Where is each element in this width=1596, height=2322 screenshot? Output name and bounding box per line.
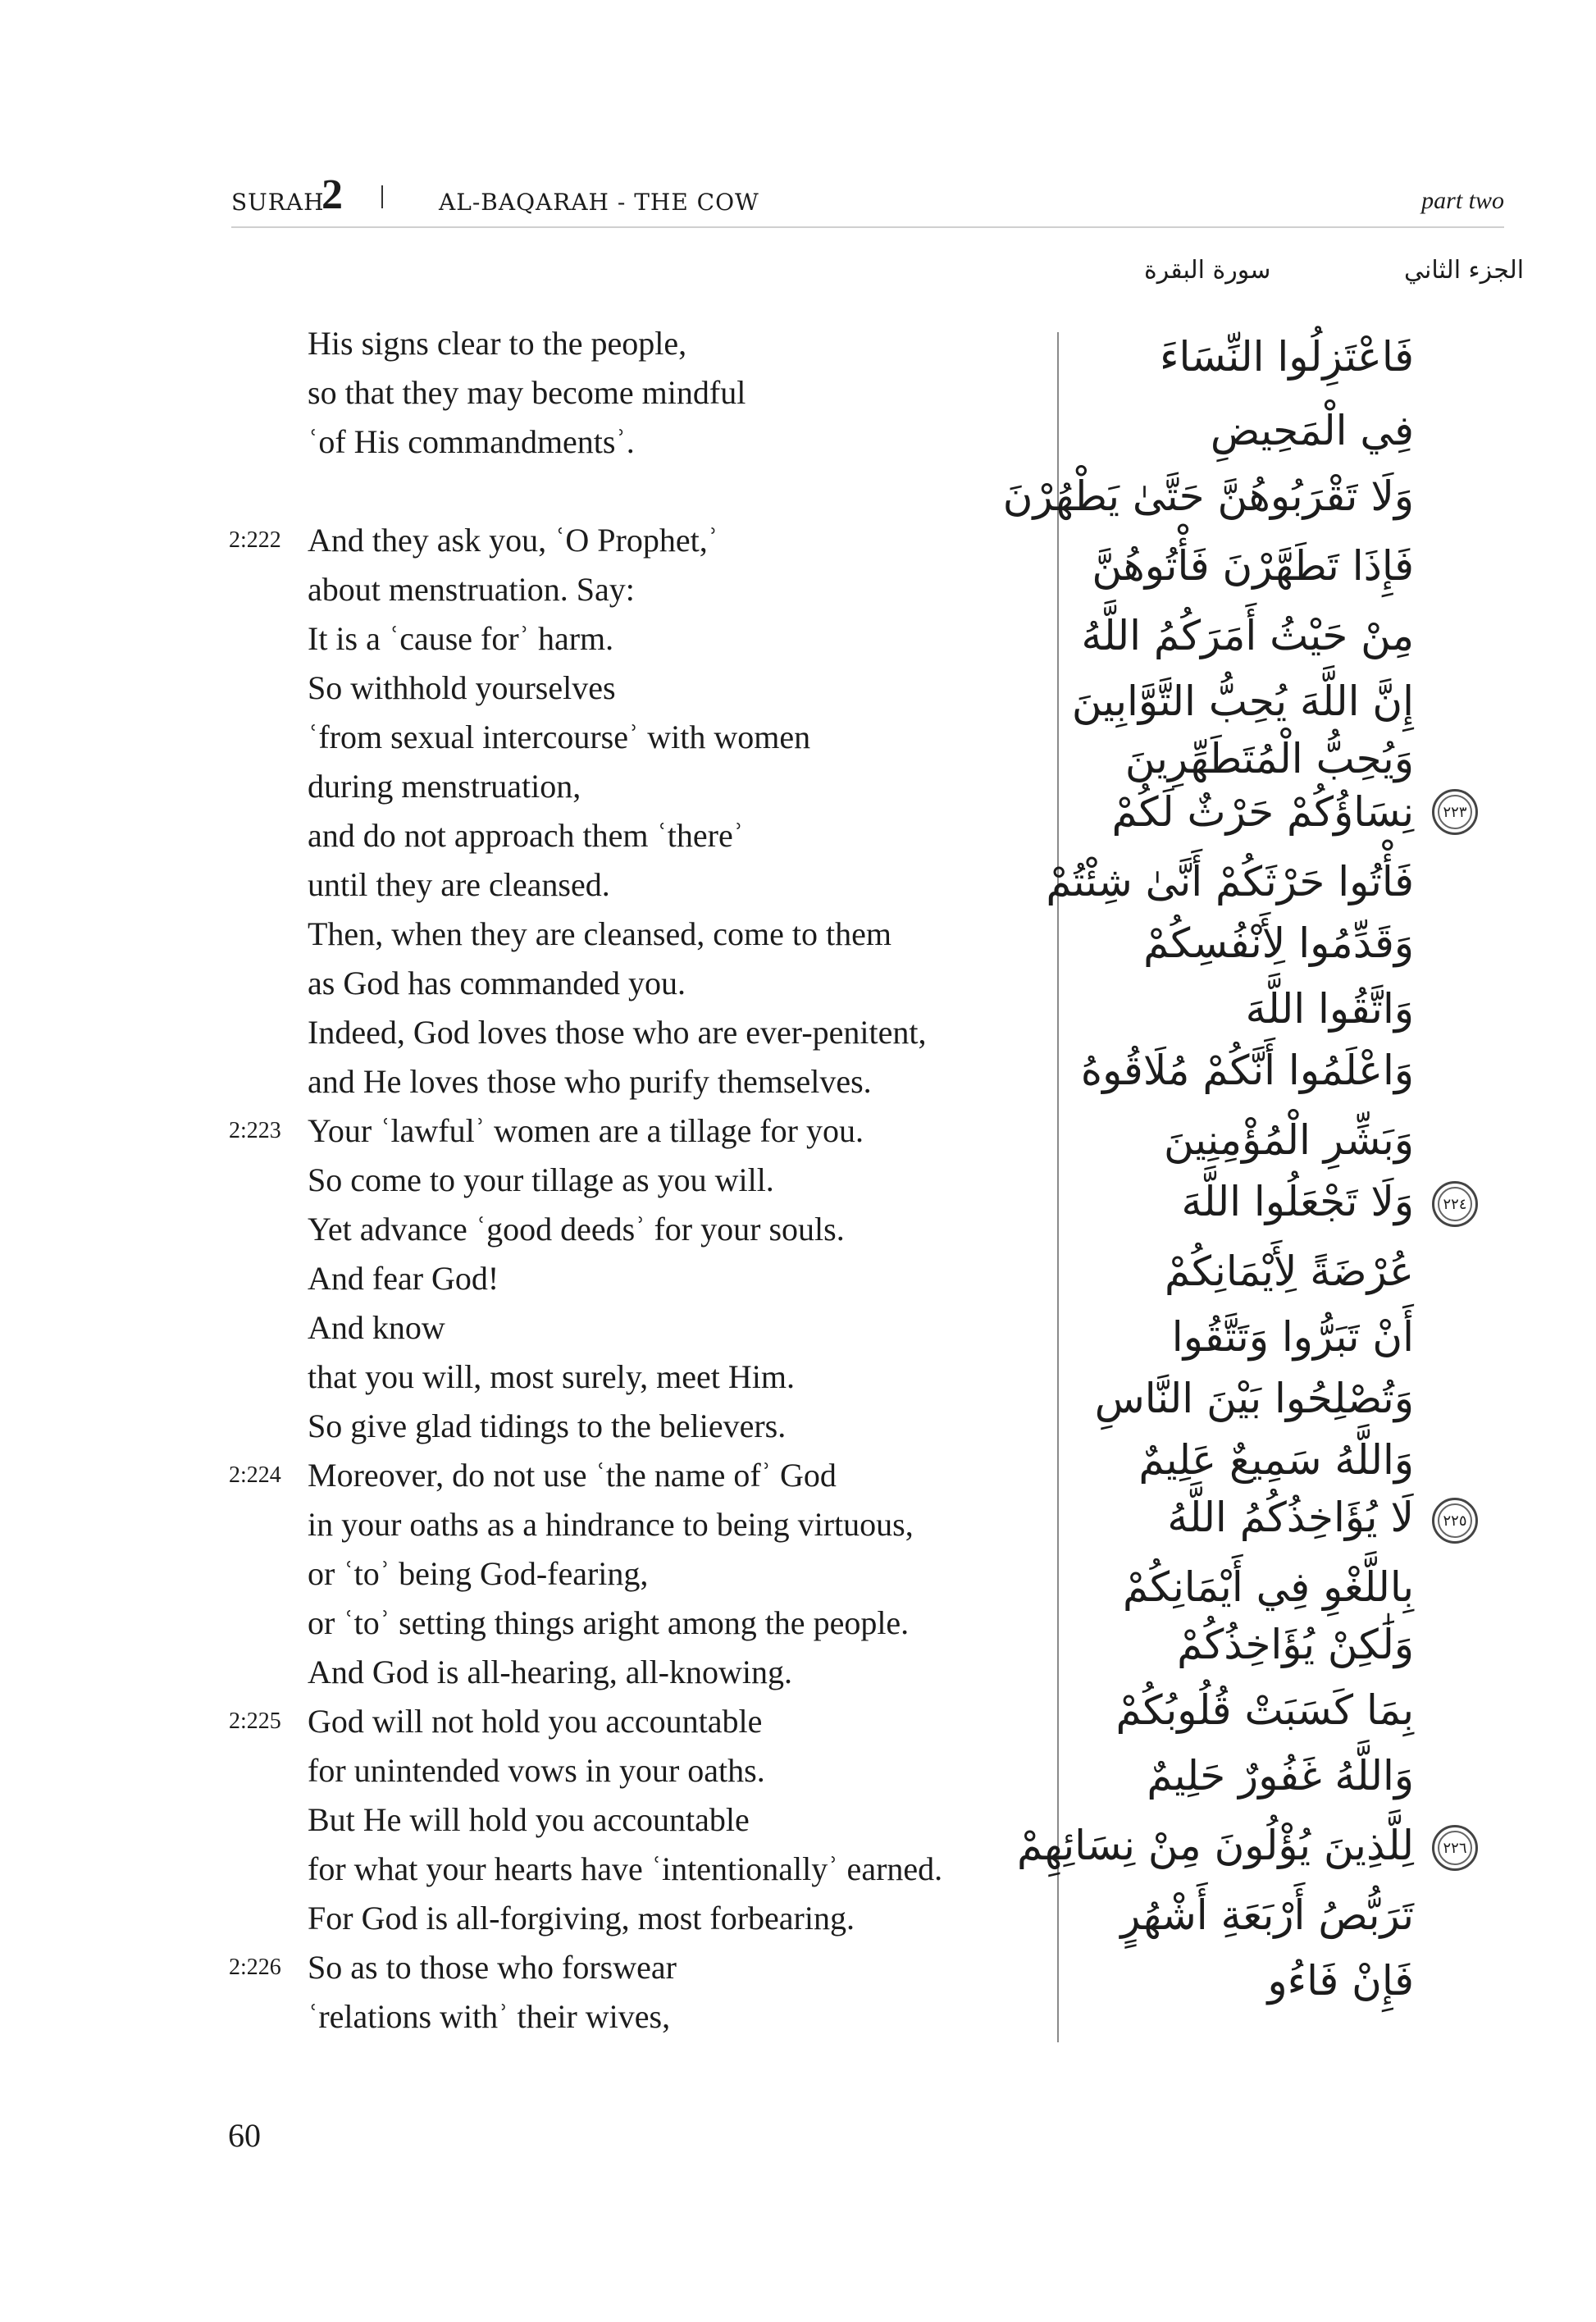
english-line: God will not hold you accountable: [308, 1703, 763, 1740]
arabic-line: وَقَدِّمُوا لِأَنْفُسِكُمْ: [1143, 919, 1414, 967]
surah-name: AL-BAQARAH - THE COW: [439, 189, 759, 216]
verse-number: 2:223: [229, 1118, 281, 1143]
english-line: during menstruation,: [308, 768, 581, 805]
arabic-line: فَأْتُوا حَرْثَكُمْ أَنَّىٰ شِئْتُمْ: [1046, 858, 1414, 906]
arabic-line: لِلَّذِينَ يُؤْلُونَ مِنْ نِسَائِهِمْ: [1016, 1822, 1414, 1869]
arabic-line: فِي الْمَحِيضِ: [1210, 407, 1414, 454]
surah-label: SURAH: [231, 189, 325, 216]
arabic-line: تَرَبُّصُ أَرْبَعَةِ أَشْهُرٍ: [1120, 1891, 1414, 1939]
english-line: And fear God!: [308, 1260, 499, 1297]
arabic-surah-label: سورة البقرة: [1144, 256, 1271, 285]
english-line: Then, when they are cleansed, come to them: [308, 915, 891, 952]
arabic-line: أَنْ تَبَرُّوا وَتَتَّقُوا: [1171, 1313, 1414, 1361]
arabic-line: إِنَّ اللَّهَ يُحِبُّ التَّوَّابِينَ: [1071, 677, 1414, 725]
column-divider: [1057, 332, 1059, 2042]
ayah-marker: ٢٢٥: [1432, 1498, 1478, 1544]
english-line: ʿfrom sexual intercourseʾ with women: [308, 718, 811, 755]
arabic-line: وَلَا تَجْعَلُوا اللَّهَ: [1181, 1178, 1414, 1225]
arabic-line: لَا يُؤَاخِذُكُمُ اللَّهُ: [1167, 1494, 1414, 1541]
english-line: Indeed, God loves those who are ever-penitent,: [308, 1014, 927, 1051]
arabic-line: وَاللَّهُ غَفُورٌ حَلِيمٌ: [1147, 1752, 1414, 1800]
arabic-line: بِاللَّغْوِ فِي أَيْمَانِكُمْ: [1122, 1563, 1414, 1611]
part-label: part two: [1421, 187, 1504, 214]
english-line: for what your hearts have ʿintentionallyʾ earned.: [308, 1850, 943, 1887]
english-line: So as to those who forswear: [308, 1949, 677, 1986]
english-line: It is a ʿcause forʾ harm.: [308, 620, 614, 657]
arabic-line: وَبَشِّرِ الْمُؤْمِنِينَ: [1163, 1116, 1414, 1164]
english-line: for unintended vows in your oaths.: [308, 1752, 765, 1789]
english-line: or ʿtoʾ being God-fearing,: [308, 1555, 649, 1592]
english-line: ʿof His commandmentsʾ.: [308, 423, 635, 460]
arabic-line: فَإِنْ فَاءُو: [1267, 1957, 1414, 2005]
english-line: And God is all-hearing, all-knowing.: [308, 1654, 792, 1690]
english-line: Yet advance ʿgood deedsʾ for your souls.: [308, 1211, 845, 1248]
arabic-line: فَإِذَا تَطَهَّرْنَ فَأْتُوهُنَّ: [1092, 542, 1414, 590]
arabic-line: وَيُحِبُّ الْمُتَطَهِّرِينَ: [1124, 735, 1414, 782]
verse-number: 2:225: [229, 1708, 281, 1734]
english-line: Your ʿlawfulʾ women are a tillage for you.: [308, 1112, 864, 1149]
verse-number: 2:226: [229, 1955, 281, 1980]
english-line: so that they may become mindful: [308, 374, 746, 411]
verse-number: 2:224: [229, 1462, 281, 1488]
surah-number: 2: [321, 171, 343, 218]
english-line: about menstruation. Say:: [308, 571, 635, 608]
arabic-line: وَتُصْلِحُوا بَيْنَ النَّاسِ: [1094, 1375, 1414, 1422]
english-line: Moreover, do not use ʿthe name ofʾ God: [308, 1457, 837, 1494]
arabic-line: وَلَٰكِنْ يُؤَاخِذُكُمْ: [1177, 1621, 1414, 1668]
english-line: And know: [308, 1309, 445, 1346]
arabic-line: وَاعْلَمُوا أَنَّكُمْ مُلَاقُوهُ: [1080, 1047, 1414, 1094]
english-line: as God has commanded you.: [308, 965, 686, 1001]
arabic-line: بِمَا كَسَبَتْ قُلُوبُكُمْ: [1115, 1686, 1414, 1734]
page-number: 60: [228, 2117, 261, 2154]
english-line: So come to your tillage as you will.: [308, 1161, 774, 1198]
header-divider: [381, 185, 383, 208]
english-line: until they are cleansed.: [308, 866, 610, 903]
ayah-marker: ٢٢٤: [1432, 1181, 1478, 1227]
english-line: ʿrelations withʾ their wives,: [308, 1998, 671, 2035]
english-line: in your oaths as a hindrance to being virtuous,: [308, 1506, 914, 1543]
arabic-line: فَاعْتَزِلُوا النِّسَاءَ: [1159, 333, 1414, 381]
arabic-line: وَاللَّهُ سَمِيعٌ عَلِيمٌ: [1138, 1436, 1414, 1484]
ayah-marker: ٢٢٦: [1432, 1825, 1478, 1871]
english-line: and He loves those who purify themselves.: [308, 1063, 872, 1100]
arabic-line: وَلَا تَقْرَبُوهُنَّ حَتَّىٰ يَطْهُرْنَ: [1002, 472, 1414, 520]
english-line: and do not approach them ʿthereʾ: [308, 817, 745, 854]
arabic-line: عُرْضَةً لِأَيْمَانِكُمْ: [1165, 1248, 1414, 1295]
verse-number: 2:222: [229, 527, 281, 553]
arabic-line: وَاتَّقُوا اللَّهَ: [1245, 985, 1414, 1033]
english-line: But He will hold you accountable: [308, 1801, 750, 1838]
arabic-line: نِسَاؤُكُمْ حَرْثٌ لَكُمْ: [1111, 788, 1414, 836]
english-line: or ʿtoʾ setting things aright among the people.: [308, 1604, 910, 1641]
ayah-marker: ٢٢٣: [1432, 789, 1478, 835]
english-line: For God is all-forgiving, most forbearing.: [308, 1900, 855, 1937]
arabic-line: مِنْ حَيْثُ أَمَرَكُمُ اللَّهُ: [1081, 612, 1414, 659]
english-line: So give glad tidings to the believers.: [308, 1407, 787, 1444]
english-line: that you will, most surely, meet Him.: [308, 1358, 796, 1395]
arabic-part-label: الجزء الثاني: [1404, 256, 1525, 285]
running-header: [231, 169, 1504, 228]
english-line: His signs clear to the people,: [308, 325, 687, 362]
english-line: And they ask you, ʿO Prophet,ʾ: [308, 522, 719, 559]
english-line: So withhold yourselves: [308, 669, 616, 706]
